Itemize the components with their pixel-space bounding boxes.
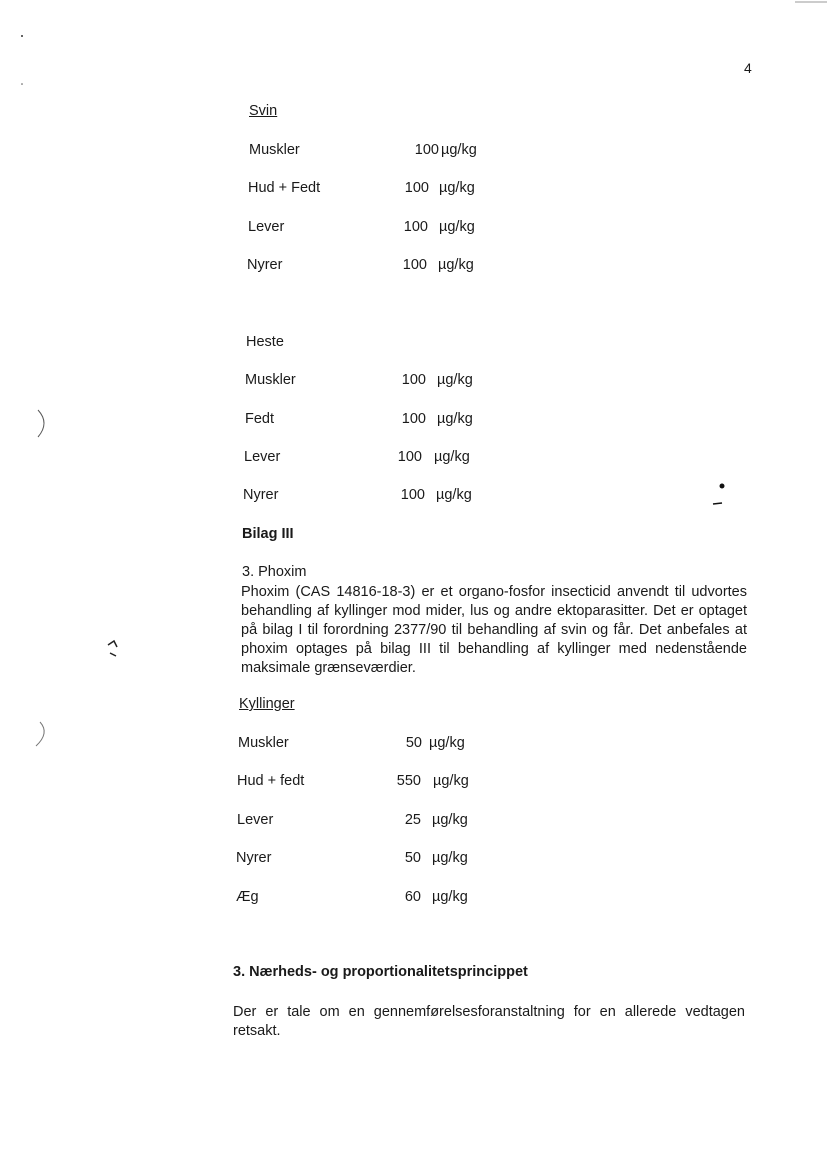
row-label: Nyrer — [247, 257, 283, 273]
row-value: 50 — [404, 850, 421, 866]
row-value: 100 — [402, 257, 427, 273]
scan-mark — [108, 641, 117, 656]
row-label: Muskler — [238, 735, 289, 751]
row-unit: µg/kg — [439, 219, 475, 235]
row-value: 100 — [401, 372, 426, 388]
scan-mark — [36, 722, 44, 746]
row-unit: µg/kg — [438, 257, 474, 273]
heste-title: Heste — [246, 334, 284, 350]
row-value: 100 — [400, 487, 425, 503]
kyllinger-title: Kyllinger — [239, 696, 295, 712]
row-label: Nyrer — [243, 487, 279, 503]
row-label: Hud + Fedt — [248, 180, 321, 196]
scan-mark — [38, 410, 44, 437]
row-value: 100 — [401, 411, 426, 427]
row-value: 60 — [404, 889, 421, 905]
row-value: 25 — [404, 812, 421, 828]
row-label: Fedt — [245, 411, 275, 427]
row-unit: µg/kg — [432, 812, 468, 828]
scan-dot — [720, 484, 725, 489]
svin-title: Svin — [249, 103, 278, 119]
row-value: 550 — [396, 773, 421, 789]
section-3-paragraph: Der er tale om en gennemførelsesforanstaltning for en allerede vedtagen retsakt. — [233, 1004, 745, 1039]
row-label: Muskler — [249, 142, 300, 158]
row-value: 100 — [403, 219, 428, 235]
row-unit: µg/kg — [437, 372, 473, 388]
row-value: 50 — [405, 735, 422, 751]
row-unit: µg/kg — [437, 411, 473, 427]
row-label: Muskler — [245, 372, 296, 388]
row-unit: µg/kg — [433, 773, 469, 789]
row-unit: µg/kg — [432, 889, 468, 905]
section-3-heading: 3. Nærheds- og proportionalitetsprincippet — [233, 964, 528, 980]
row-unit: µg/kg — [439, 180, 475, 196]
row-value: 100 — [414, 142, 439, 158]
bilag-paragraph: Phoxim (CAS 14816-18-3) er et organo-fosfor insecticid anvendt til udvortes behandling af kyllinger mod mider, lus og andre ektoparasitter. Det er optaget på bilag I til forordning 2377/90 til behandling af svin og får. Det anbefales at phoxim optages på bilag III til behandling af kyllinger med nedenstående maksimale grænseværdier. — [241, 584, 747, 676]
row-label: Lever — [244, 449, 281, 465]
scan-dot — [21, 35, 23, 37]
row-label: Hud + fedt — [237, 773, 305, 789]
row-label: Nyrer — [236, 850, 272, 866]
row-label: Lever — [237, 812, 274, 828]
row-value: 100 — [404, 180, 429, 196]
row-unit: µg/kg — [441, 142, 477, 158]
row-label: Æg — [236, 889, 259, 905]
page-number: 4 — [744, 60, 752, 76]
row-unit: µg/kg — [436, 487, 472, 503]
scan-dot — [21, 83, 23, 85]
bilag-title: Bilag III — [242, 526, 294, 542]
scan-mark — [713, 503, 722, 504]
row-unit: µg/kg — [434, 449, 470, 465]
row-unit: µg/kg — [432, 850, 468, 866]
row-label: Lever — [248, 219, 285, 235]
bilag-item-heading: 3. Phoxim — [242, 564, 307, 580]
row-unit: µg/kg — [429, 735, 465, 751]
row-value: 100 — [397, 449, 422, 465]
